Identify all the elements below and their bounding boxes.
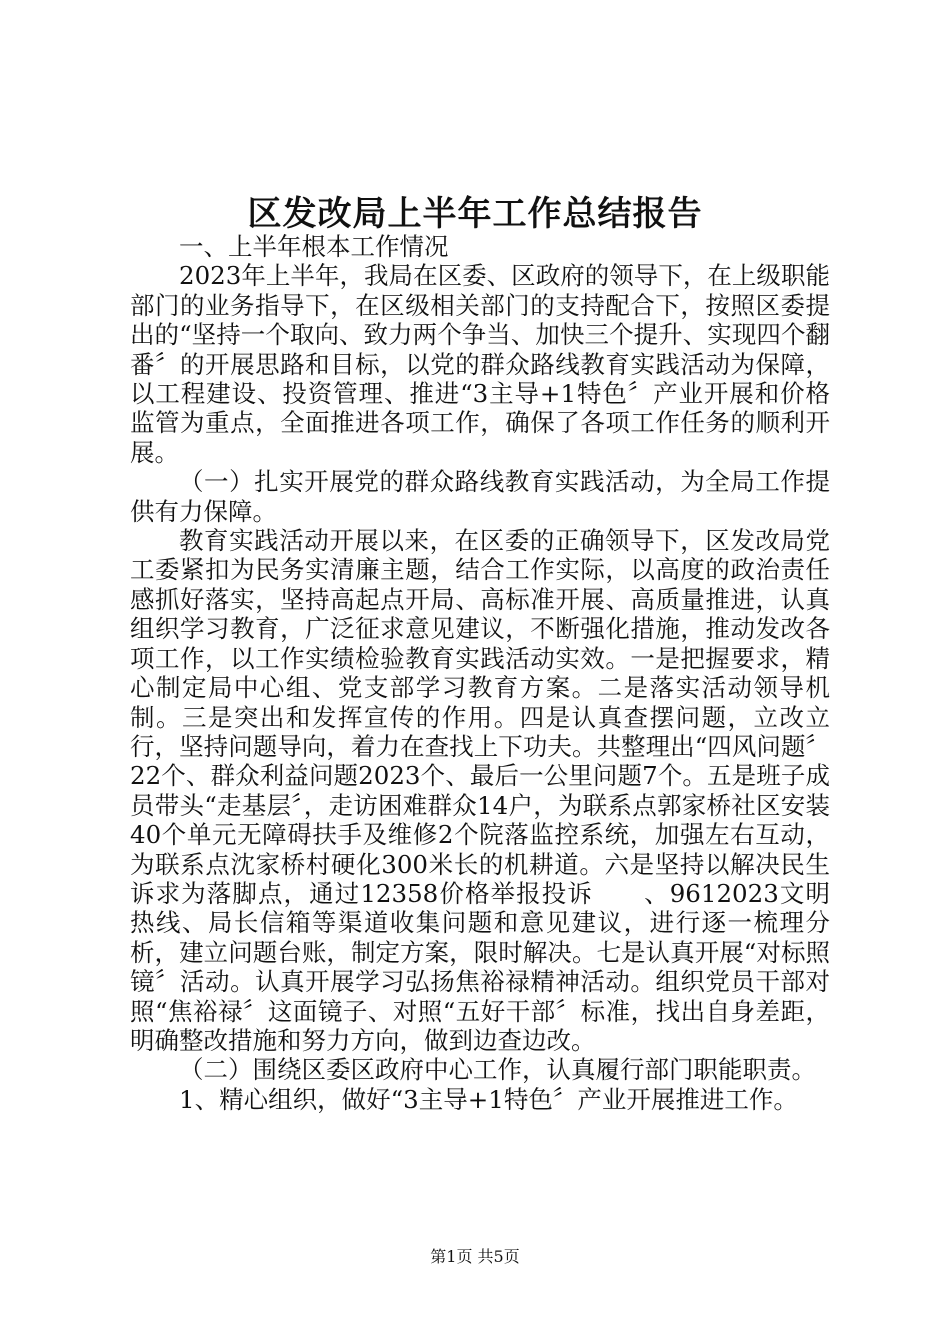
item-heading-1: 1、精心组织，做好“3主导+1特色〞产业开展推进工作。 bbox=[179, 1084, 798, 1114]
education-activity-paragraph: 教育实践活动开展以来，在区委的正确领导下，区发改局党工委紧扣为民务实清廉主题，结合工作实际，以高度的政治责任感抓好落实，坚持高起点开局、高标准开展、高质量推进，认真组织学习教育，广泛征求意见建议，不断强化措施，推动发改各项工作，以工作实绩检验教育实践活动实效。一是把握要求，精心制定局中心组、党支部学习教育方案。二是落实活动领导机制。三是突出和发挥宣传的作用。四是认真查摆问题，立改立行，坚持问题导向，着力在查找上下功夫。共整理出“四风问题〞22个、群众利益问题2023个、最后一公里问题7个。五是班子成员带头“走基层〞，走访困难群众14户，为联系点郭家桥社区安装40个单元无障碍扶手及维修2个院落监控系统，加强左右互动，为联系点沈家桥村硬化300米长的机耕道。六是坚持以解决民生诉求为落脚点，通过12358价格举报投诉 、9612023文明热线、局长信箱等渠道收集问题和意见建议，进行逐一梳理分析，建立问题台账，制定方案，限时解决。七是认真开展“对标照镜〞活动。认真开展学习弘扬焦裕禄精神活动。组织党员干部对照“焦裕禄〞这面镜子、对照“五好干部〞标准，找出自身差距，明确整改措施和努力方向，做到边查边改。 bbox=[130, 526, 830, 1055]
page-number: 第1页 共5页 bbox=[430, 1247, 520, 1266]
document-title: 区发改局上半年工作总结报告 bbox=[247, 194, 703, 234]
intro-paragraph: 2023年上半年，我局在区委、区政府的领导下，在上级职能部门的业务指导下，在区级相关部门的支持配合下，按照区委提出的“坚持一个取向、致力两个争当、加快三个提升、实现四个翻番〞的开展思路和目标，以党的群众路线教育实践活动为保障，以工程建设、投资管理、推进“3主导+1特色〞产业开展和价格监管为重点，全面推进各项工作，确保了各项工作任务的顺利开展。 bbox=[130, 261, 830, 467]
section-heading-basic-work: 一、上半年根本工作情况 bbox=[179, 232, 449, 261]
subsection-heading-2: （二）围绕区委区政府中心工作，认真履行部门职能职责。 bbox=[179, 1055, 816, 1085]
subsection-heading-1: （一）扎实开展党的群众路线教育实践活动，为全局工作提供有力保障。 bbox=[130, 467, 830, 526]
document-body bbox=[130, 232, 830, 1114]
